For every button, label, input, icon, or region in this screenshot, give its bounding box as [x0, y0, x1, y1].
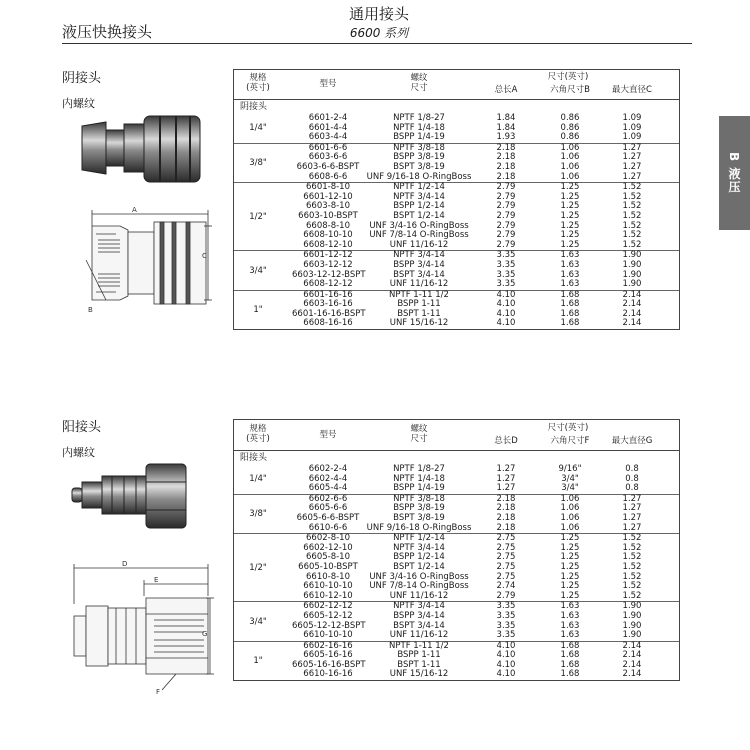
length-cell: 3.35 — [496, 259, 516, 270]
length-cell: 4.10 — [496, 289, 516, 300]
diameter-cell: 1.27 — [622, 161, 642, 172]
hex-cell: 1.68 — [560, 659, 580, 670]
header-dimensions: 尺寸(英寸) — [547, 72, 589, 82]
model-cell: 6601-4-4 — [308, 122, 348, 133]
diameter-cell: 1.52 — [622, 191, 642, 202]
diameter-cell: 0.8 — [625, 464, 639, 474]
model-cell: 6602-4-4 — [308, 473, 348, 484]
length-cell: 2.18 — [496, 171, 516, 182]
length-cell: 3.35 — [496, 620, 516, 631]
male-plug-table — [233, 419, 680, 681]
table-header — [234, 70, 679, 100]
hex-cell: 1.63 — [560, 259, 580, 270]
table-body — [234, 465, 679, 680]
length-cell: 4.10 — [496, 659, 516, 670]
thread-cell: BSPP 3/4-14 — [393, 259, 445, 270]
length-cell: 2.74 — [496, 581, 516, 592]
model-cell: 6605-16-16 — [303, 650, 353, 661]
dimension-label-b: B — [88, 306, 93, 314]
model-cell: 6602-2-4 — [308, 464, 348, 474]
diameter-cell: 1.90 — [622, 269, 642, 280]
hex-cell: 1.06 — [560, 142, 580, 153]
header-col-a: 总长A — [494, 85, 518, 95]
length-cell: 4.10 — [496, 318, 516, 329]
table-row — [282, 173, 679, 183]
size-cell: 3/8" — [249, 508, 267, 519]
hex-cell: 1.06 — [560, 522, 580, 533]
hex-cell: 9/16" — [558, 464, 582, 474]
thread-cell: BSPP 1/4-19 — [393, 132, 445, 143]
thread-cell: UNF 9/16-18 O-RingBoss — [366, 522, 472, 533]
dimension-label-a: A — [132, 206, 137, 214]
thread-cell: UNF 11/16-12 — [389, 239, 449, 250]
section-tab-hydraulic[interactable] — [719, 116, 750, 230]
model-cell: 6603-16-16 — [303, 299, 353, 310]
length-cell: 2.18 — [496, 152, 516, 163]
diameter-cell: 1.09 — [622, 122, 642, 133]
diameter-cell: 1.09 — [622, 113, 642, 123]
diameter-cell: 1.52 — [622, 590, 642, 601]
size-cell: 1" — [253, 304, 263, 315]
diameter-cell: 1.52 — [622, 239, 642, 250]
diameter-cell: 1.90 — [622, 610, 642, 621]
hex-cell: 1.68 — [560, 308, 580, 319]
thread-cell: BSPT 3/8-19 — [393, 512, 445, 523]
dimension-label-d: D — [122, 560, 128, 568]
thread-cell: UNF 7/8-14 O-RingBoss — [369, 230, 469, 241]
length-cell: 2.75 — [496, 561, 516, 572]
table-row — [282, 484, 679, 494]
hex-cell: 0.86 — [560, 132, 580, 143]
hex-cell: 0.86 — [560, 113, 580, 123]
size-cell: 1/2" — [249, 211, 267, 222]
thread-cell: UNF 9/16-18 O-RingBoss — [366, 171, 472, 182]
size-group — [234, 114, 679, 143]
thread-cell: UNF 11/16-12 — [389, 630, 449, 641]
thread-cell: BSPP 1-11 — [397, 650, 441, 661]
diameter-cell: 1.27 — [622, 503, 642, 514]
size-cell: 1/2" — [249, 562, 267, 573]
model-cell: 6605-16-16-BSPT — [292, 659, 366, 670]
hex-cell: 1.63 — [560, 601, 580, 612]
model-cell: 6608-12-12 — [303, 279, 353, 290]
thread-cell: NPTF 3/4-14 — [393, 542, 445, 553]
diameter-cell: 1.52 — [622, 182, 642, 193]
model-cell: 6610-16-16 — [303, 669, 353, 680]
diameter-cell: 1.52 — [622, 581, 642, 592]
thread-cell: NPTF 1/8-27 — [393, 113, 445, 123]
size-cell: 1/4" — [249, 123, 267, 134]
model-cell: 6601-12-12 — [303, 250, 353, 261]
model-cell: 6608-12-10 — [303, 239, 353, 250]
size-group — [234, 290, 679, 329]
length-cell: 1.27 — [496, 483, 516, 494]
thread-cell: NPTF 1/8-27 — [393, 464, 445, 474]
hex-cell: 1.25 — [560, 210, 580, 221]
header-dimensions: 尺寸(英寸) — [547, 423, 589, 433]
size-cell: 3/4" — [249, 265, 267, 276]
size-group — [234, 250, 679, 289]
diameter-cell: 1.52 — [622, 201, 642, 212]
thread-cell: UNF 3/4-16 O-RingBoss — [369, 571, 469, 582]
hex-cell: 1.06 — [560, 152, 580, 163]
length-cell: 1.93 — [496, 132, 516, 143]
size-cell: 1/4" — [249, 474, 267, 485]
model-cell: 6610-12-10 — [303, 590, 353, 601]
hex-cell: 1.68 — [560, 640, 580, 651]
model-cell: 6602-12-10 — [303, 542, 353, 553]
hex-cell: 1.25 — [560, 590, 580, 601]
diameter-cell: 1.27 — [622, 493, 642, 504]
model-cell: 6601-2-4 — [308, 113, 348, 123]
diameter-cell: 1.52 — [622, 542, 642, 553]
length-cell: 2.79 — [496, 182, 516, 193]
length-cell: 3.35 — [496, 630, 516, 641]
diameter-cell: 1.27 — [622, 522, 642, 533]
size-group — [234, 494, 679, 533]
table-body — [234, 114, 679, 329]
size-cell: 1" — [253, 655, 263, 666]
thread-cell: NPTF 1/4-18 — [393, 473, 445, 484]
diameter-cell: 1.52 — [622, 561, 642, 572]
model-cell: 6603-6-6 — [308, 152, 348, 163]
length-cell: 2.79 — [496, 230, 516, 241]
length-cell: 2.79 — [496, 210, 516, 221]
length-cell: 3.35 — [496, 269, 516, 280]
size-group — [234, 533, 679, 601]
hex-cell: 1.06 — [560, 171, 580, 182]
diameter-cell: 2.14 — [622, 650, 642, 661]
thread-cell: NPTF 3/8-18 — [393, 493, 445, 504]
hex-cell: 1.68 — [560, 650, 580, 661]
model-cell: 6605-6-6 — [308, 503, 348, 514]
model-cell: 6608-16-16 — [303, 318, 353, 329]
size-group — [234, 143, 679, 182]
hex-cell: 1.63 — [560, 250, 580, 261]
thread-cell: UNF 15/16-12 — [389, 669, 449, 680]
table-group-title: 阴接头 — [240, 102, 268, 112]
thread-cell: BSPP 1/2-14 — [393, 552, 445, 563]
size-group — [234, 182, 679, 250]
thread-cell: BSPT 3/4-14 — [393, 269, 445, 280]
model-cell: 6601-6-6 — [308, 142, 348, 153]
diameter-cell: 1.27 — [622, 142, 642, 153]
diameter-cell: 2.14 — [622, 318, 642, 329]
diameter-cell: 1.90 — [622, 630, 642, 641]
diameter-cell: 0.8 — [625, 473, 639, 484]
thread-cell: NPTF 3/4-14 — [393, 250, 445, 261]
thread-cell: UNF 3/4-16 O-RingBoss — [369, 220, 469, 231]
table-row — [282, 592, 679, 602]
header-model: 型号 — [319, 430, 337, 440]
header-size: 规格 (英寸) — [246, 73, 270, 93]
thread-cell: BSPT 1/2-14 — [393, 210, 445, 221]
length-cell: 4.10 — [496, 650, 516, 661]
diameter-cell: 2.14 — [622, 299, 642, 310]
size-cell: 3/4" — [249, 616, 267, 627]
hex-cell: 1.63 — [560, 610, 580, 621]
diameter-cell: 1.90 — [622, 279, 642, 290]
size-group — [234, 601, 679, 640]
model-cell: 6603-12-12-BSPT — [292, 269, 366, 280]
thread-cell: BSPP 1-11 — [397, 299, 441, 310]
thread-cell: BSPP 1/2-14 — [393, 201, 445, 212]
hex-cell: 1.25 — [560, 581, 580, 592]
table-header — [234, 420, 679, 451]
length-cell: 3.35 — [496, 610, 516, 621]
diameter-cell: 2.14 — [622, 659, 642, 670]
hex-cell: 1.25 — [560, 239, 580, 250]
model-cell: 6610-6-6 — [308, 522, 348, 533]
table-row — [282, 319, 679, 329]
diameter-cell: 2.14 — [622, 640, 642, 651]
model-cell: 6601-16-16 — [303, 289, 353, 300]
hex-cell: 1.06 — [560, 503, 580, 514]
length-cell: 2.75 — [496, 571, 516, 582]
length-cell: 2.18 — [496, 161, 516, 172]
thread-cell: NPTF 3/8-18 — [393, 142, 445, 153]
diameter-cell: 1.27 — [622, 512, 642, 523]
thread-cell: NPTF 3/4-14 — [393, 191, 445, 202]
thread-cell: UNF 7/8-14 O-RingBoss — [369, 581, 469, 592]
table-row — [282, 133, 679, 143]
diameter-cell: 1.52 — [622, 571, 642, 582]
hex-cell: 3/4" — [561, 473, 579, 484]
length-cell: 1.27 — [496, 464, 516, 474]
diameter-cell: 1.52 — [622, 210, 642, 221]
female-coupler-title: 阴接头 — [62, 71, 102, 86]
model-cell: 6603-8-10 — [306, 201, 350, 212]
model-cell: 6610-10-10 — [303, 581, 353, 592]
model-cell: 6601-8-10 — [306, 182, 350, 193]
thread-cell: BSPT 1/2-14 — [393, 561, 445, 572]
model-cell: 6605-4-4 — [308, 483, 348, 494]
diameter-cell: 1.52 — [622, 220, 642, 231]
length-cell: 2.18 — [496, 493, 516, 504]
diameter-cell: 1.90 — [622, 259, 642, 270]
length-cell: 1.84 — [496, 122, 516, 133]
length-cell: 1.27 — [496, 473, 516, 484]
male-plug-drawing — [64, 556, 214, 696]
diameter-cell: 1.90 — [622, 601, 642, 612]
model-cell: 6601-12-10 — [303, 191, 353, 202]
hex-cell: 1.25 — [560, 230, 580, 241]
hex-cell: 1.63 — [560, 279, 580, 290]
length-cell: 2.18 — [496, 522, 516, 533]
model-cell: 6608-8-10 — [306, 220, 350, 231]
thread-cell: BSPT 3/4-14 — [393, 620, 445, 631]
diameter-cell: 0.8 — [625, 483, 639, 494]
length-cell: 4.10 — [496, 640, 516, 651]
thread-cell: BSPP 1/4-19 — [393, 483, 445, 494]
header-col-c: 最大直径C — [612, 85, 652, 95]
length-cell: 2.18 — [496, 503, 516, 514]
hex-cell: 1.25 — [560, 571, 580, 582]
table-row — [282, 280, 679, 290]
series-label: 6600 系列 — [349, 26, 409, 40]
hex-cell: 1.63 — [560, 620, 580, 631]
model-cell: 6603-4-4 — [308, 132, 348, 143]
thread-cell: NPTF 1-11 1/2 — [389, 640, 449, 651]
table-row — [282, 670, 679, 680]
model-cell: 6603-10-BSPT — [298, 210, 358, 221]
hex-cell: 3/4" — [561, 483, 579, 494]
catalog-title: 通用接头 — [348, 5, 409, 23]
length-cell: 2.79 — [496, 590, 516, 601]
hex-cell: 1.25 — [560, 533, 580, 544]
female-coupler-subtitle: 内螺纹 — [62, 97, 95, 110]
diameter-cell: 2.14 — [622, 308, 642, 319]
length-cell: 2.79 — [496, 201, 516, 212]
thread-cell: UNF 11/16-12 — [389, 590, 449, 601]
diameter-cell: 1.52 — [622, 230, 642, 241]
length-cell: 3.35 — [496, 279, 516, 290]
thread-cell: UNF 11/16-12 — [389, 279, 449, 290]
dimension-label-f: F — [156, 688, 161, 696]
model-cell: 6610-10-10 — [303, 630, 353, 641]
length-cell: 4.10 — [496, 308, 516, 319]
length-cell: 3.35 — [496, 250, 516, 261]
table-row — [282, 241, 679, 251]
hex-cell: 0.86 — [560, 122, 580, 133]
male-plug-photo — [68, 460, 193, 535]
size-group — [234, 465, 679, 494]
model-cell: 6610-8-10 — [306, 571, 350, 582]
diameter-cell: 2.14 — [622, 669, 642, 680]
model-cell: 6605-12-12 — [303, 610, 353, 621]
thread-cell: NPTF 1/2-14 — [393, 182, 445, 193]
model-cell: 6603-12-12 — [303, 259, 353, 270]
model-cell: 6602-8-10 — [306, 533, 350, 544]
hex-cell: 1.25 — [560, 191, 580, 202]
section-tab-label: B 液压 — [727, 152, 741, 194]
model-cell: 6608-10-10 — [303, 230, 353, 241]
dimension-label-g: G — [202, 630, 208, 638]
hex-cell: 1.25 — [560, 542, 580, 553]
model-cell: 6602-16-16 — [303, 640, 353, 651]
diameter-cell: 1.90 — [622, 620, 642, 631]
hex-cell: 1.63 — [560, 630, 580, 641]
thread-cell: BSPT 3/8-19 — [393, 161, 445, 172]
size-group — [234, 641, 679, 680]
diameter-cell: 2.14 — [622, 289, 642, 300]
model-cell: 6605-10-BSPT — [298, 561, 358, 572]
header-thread: 螺纹 尺寸 — [410, 73, 428, 93]
length-cell: 3.35 — [496, 601, 516, 612]
dimension-label-e: E — [154, 576, 159, 584]
length-cell: 2.18 — [496, 512, 516, 523]
thread-cell: BSPP 3/4-14 — [393, 610, 445, 621]
diameter-cell: 1.27 — [622, 171, 642, 182]
header-size: 规格 (英寸) — [246, 424, 270, 444]
hex-cell: 1.25 — [560, 561, 580, 572]
length-cell: 2.18 — [496, 142, 516, 153]
diameter-cell: 1.27 — [622, 152, 642, 163]
length-cell: 1.84 — [496, 113, 516, 123]
length-cell: 4.10 — [496, 299, 516, 310]
header-col-b: 六角尺寸B — [550, 85, 590, 95]
hex-cell: 1.25 — [560, 220, 580, 231]
dimension-label-c: C — [202, 252, 207, 260]
header-col-g: 最大直径G — [611, 436, 653, 446]
hex-cell: 1.68 — [560, 669, 580, 680]
thread-cell: BSPT 1-11 — [397, 308, 441, 319]
diameter-cell: 1.52 — [622, 552, 642, 563]
hex-cell: 1.68 — [560, 299, 580, 310]
female-coupler-table — [233, 69, 680, 330]
thread-cell: NPTF 3/4-14 — [393, 601, 445, 612]
header-col-d: 总长D — [494, 436, 518, 446]
diameter-cell: 1.90 — [622, 250, 642, 261]
length-cell: 2.75 — [496, 533, 516, 544]
size-cell: 3/8" — [249, 157, 267, 168]
header-col-f: 六角尺寸F — [550, 436, 590, 446]
length-cell: 2.79 — [496, 239, 516, 250]
hex-cell: 1.25 — [560, 201, 580, 212]
table-row — [282, 524, 679, 534]
model-cell: 6601-16-16-BSPT — [292, 308, 366, 319]
hex-cell: 1.06 — [560, 161, 580, 172]
length-cell: 2.75 — [496, 552, 516, 563]
hex-cell: 1.68 — [560, 318, 580, 329]
thread-cell: BSPP 3/8-19 — [393, 152, 445, 163]
male-plug-title: 阳接头 — [62, 420, 102, 435]
diameter-cell: 1.09 — [622, 132, 642, 143]
thread-cell: BSPP 3/8-19 — [393, 503, 445, 514]
model-cell: 6602-12-12 — [303, 601, 353, 612]
diameter-cell: 1.52 — [622, 533, 642, 544]
model-cell: 6605-8-10 — [306, 552, 350, 563]
model-cell: 6605-12-12-BSPT — [292, 620, 366, 631]
hex-cell: 1.06 — [560, 512, 580, 523]
hex-cell: 1.25 — [560, 182, 580, 193]
header-divider — [62, 43, 692, 44]
thread-cell: NPTF 1/4-18 — [393, 122, 445, 133]
category-title: 液压快换接头 — [62, 23, 153, 41]
hex-cell: 1.68 — [560, 289, 580, 300]
thread-cell: BSPT 1-11 — [397, 659, 441, 670]
length-cell: 2.79 — [496, 220, 516, 231]
length-cell: 2.75 — [496, 542, 516, 553]
female-coupler-photo — [78, 112, 203, 187]
header-thread: 螺纹 尺寸 — [410, 424, 428, 444]
model-cell: 6608-6-6 — [308, 171, 348, 182]
table-group-title: 阳接头 — [240, 453, 268, 463]
thread-cell: NPTF 1/2-14 — [393, 533, 445, 544]
male-plug-subtitle: 内螺纹 — [62, 446, 95, 459]
model-cell: 6605-6-6-BSPT — [296, 512, 360, 523]
female-coupler-drawing — [76, 200, 216, 320]
thread-cell: UNF 15/16-12 — [389, 318, 449, 329]
hex-cell: 1.06 — [560, 493, 580, 504]
header-model: 型号 — [319, 79, 337, 89]
length-cell: 4.10 — [496, 669, 516, 680]
hex-cell: 1.63 — [560, 269, 580, 280]
table-row — [282, 631, 679, 641]
model-cell: 6602-6-6 — [308, 493, 348, 504]
hex-cell: 1.25 — [560, 552, 580, 563]
thread-cell: NPTF 1-11 1/2 — [389, 289, 449, 300]
length-cell: 2.79 — [496, 191, 516, 202]
model-cell: 6603-6-6-BSPT — [296, 161, 360, 172]
